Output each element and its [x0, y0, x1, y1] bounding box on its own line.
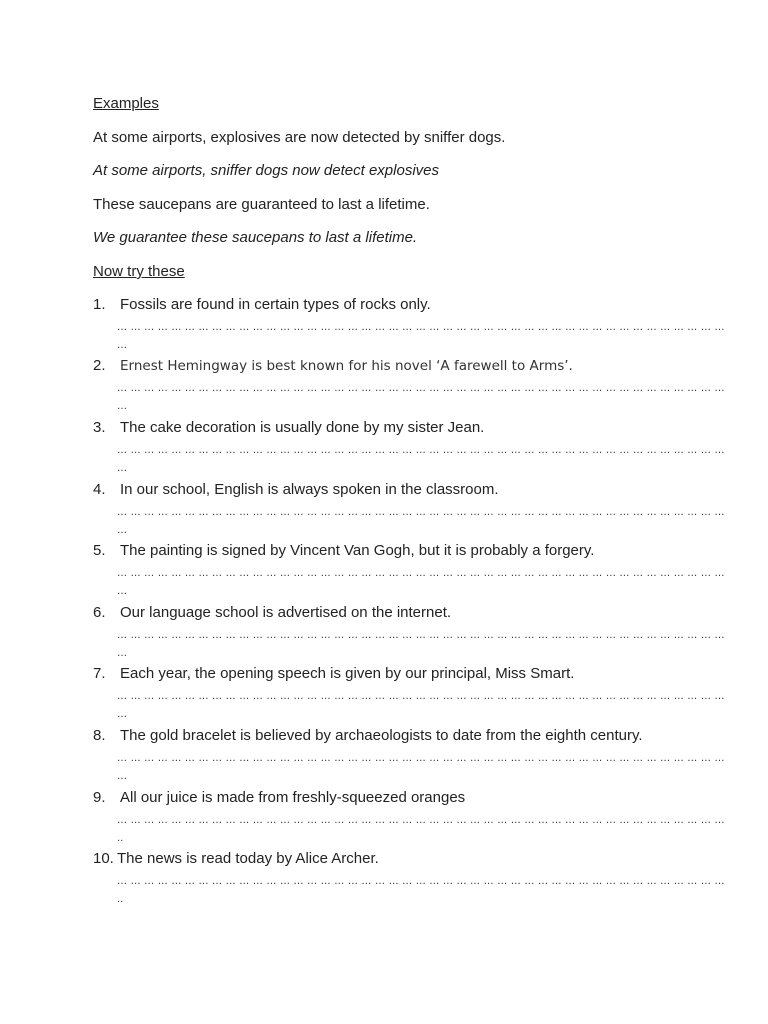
question-text: The cake decoration is usually done by my sister Jean. — [120, 419, 485, 436]
answer-line-tail: … — [117, 709, 127, 720]
question-text: Each year, the opening speech is given by our principal, Miss Smart. — [120, 665, 575, 682]
answer-line[interactable]: … … … … … … … … … … … … … … … … … … … … … … … … … … … … … … … … … … … … … … … … … … … … … — [117, 445, 725, 456]
answer-line-tail: … — [117, 771, 127, 782]
question-text: The painting is signed by Vincent Van Gogh, but it is probably a forgery. — [120, 542, 595, 559]
answer-line[interactable]: … … … … … … … … … … … … … … … … … … … … … … … … … … … … … … … … … … … … … … … … … … … … … — [117, 691, 725, 702]
example-passive-2: These saucepans are guaranteed to last a lifetime. — [93, 196, 430, 213]
answer-line-tail: … — [117, 340, 127, 351]
example-passive-1: At some airports, explosives are now detected by sniffer dogs. — [93, 129, 506, 146]
answer-line-tail: .. — [117, 894, 124, 905]
example-active-2: We guarantee these saucepans to last a lifetime. — [93, 229, 418, 246]
answer-line-tail: … — [117, 525, 127, 536]
question-number: 8. — [93, 727, 106, 744]
answer-line-tail: .. — [117, 833, 124, 844]
example-active-1: At some airports, sniffer dogs now detect explosives — [93, 162, 439, 179]
question-text: All our juice is made from freshly-squeezed oranges — [120, 789, 466, 806]
answer-line[interactable]: … … … … … … … … … … … … … … … … … … … … … … … … … … … … … … … … … … … … … … … … … … … … … — [117, 753, 725, 764]
question-text: The news is read today by Alice Archer. — [117, 850, 379, 867]
question-text: Fossils are found in certain types of rocks only. — [120, 296, 431, 313]
answer-line[interactable]: … … … … … … … … … … … … … … … … … … … … … … … … … … … … … … … … … … … … … … … … … … … … … — [117, 383, 725, 394]
answer-line-tail: … — [117, 463, 127, 474]
question-number: 5. — [93, 542, 106, 559]
question-text: Our language school is advertised on the internet. — [120, 604, 452, 621]
answer-line[interactable]: … … … … … … … … … … … … … … … … … … … … … … … … … … … … … … … … … … … … … … … … … … … … … — [117, 876, 725, 887]
answer-line[interactable]: … … … … … … … … … … … … … … … … … … … … … … … … … … … … … … … … … … … … … … … … … … … … … — [117, 630, 725, 641]
answer-line-tail: … — [117, 648, 127, 659]
question-text: Ernest Hemingway is best known for his novel ‘A farewell to Arms’. — [120, 358, 573, 374]
question-number: 9. — [93, 789, 106, 806]
question-text: In our school, English is always spoken in the classroom. — [120, 481, 499, 498]
question-number: 2. — [93, 357, 106, 374]
question-text: The gold bracelet is believed by archaeologists to date from the eighth century. — [120, 727, 643, 744]
answer-line[interactable]: … … … … … … … … … … … … … … … … … … … … … … … … … … … … … … … … … … … … … … … … … … … … … — [117, 322, 725, 333]
answer-line-tail: … — [117, 586, 127, 597]
answer-line[interactable]: … … … … … … … … … … … … … … … … … … … … … … … … … … … … … … … … … … … … … … … … … … … … … — [117, 568, 725, 579]
answer-line-tail: … — [117, 401, 127, 412]
examples-heading: Examples — [93, 95, 159, 112]
question-number: 6. — [93, 604, 106, 621]
question-number: 3. — [93, 419, 106, 436]
answer-line[interactable]: … … … … … … … … … … … … … … … … … … … … … … … … … … … … … … … … … … … … … … … … … … … … … — [117, 507, 725, 518]
question-number: 4. — [93, 481, 106, 498]
now-try-heading: Now try these — [93, 263, 185, 280]
question-number: 10. — [93, 850, 114, 867]
question-number: 1. — [93, 296, 106, 313]
answer-line[interactable]: … … … … … … … … … … … … … … … … … … … … … … … … … … … … … … … … … … … … … … … … … … … … … — [117, 815, 725, 826]
question-number: 7. — [93, 665, 106, 682]
